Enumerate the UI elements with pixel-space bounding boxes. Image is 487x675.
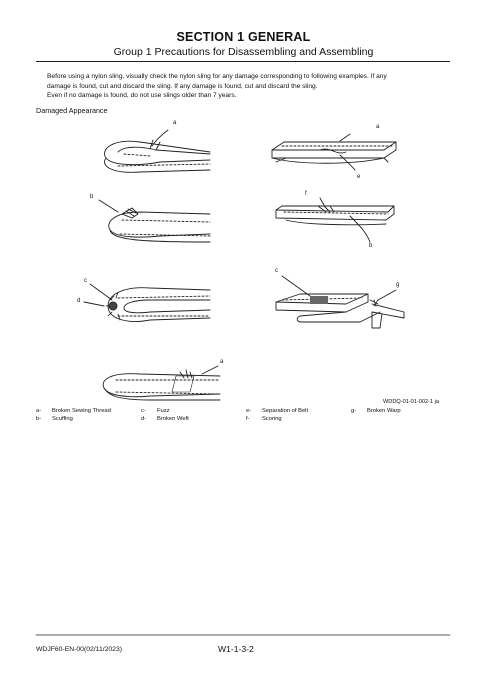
callout-c: c xyxy=(84,278,87,284)
legend-key: a- xyxy=(36,408,42,414)
intro-line: Even if no damage is found, do not use slings older than 7 years. xyxy=(47,92,237,100)
callout-f: f xyxy=(305,191,307,197)
legend-text: Scuffing xyxy=(52,416,73,422)
legend-key: b- xyxy=(36,416,42,422)
callout-b: b xyxy=(90,194,94,200)
footer-doc-code: WDJF60-EN-00(02/11/2023) xyxy=(36,646,123,653)
legend-key: e- xyxy=(246,408,252,414)
section-title: SECTION 1 GENERAL xyxy=(176,30,311,44)
illustration-separation-of-belt xyxy=(272,134,396,170)
legend-text: Scoring xyxy=(262,416,282,422)
callout-g: g xyxy=(396,282,400,288)
legend-text: Broken Warp xyxy=(367,408,401,414)
legend-key: f- xyxy=(246,416,250,422)
legend-key: g- xyxy=(351,408,357,414)
illustration-broken-sewing-thread-straight xyxy=(103,366,220,400)
damaged-appearance-label: Damaged Appearance xyxy=(36,106,108,115)
intro-line: Before using a nylon sling, visually check the nylon sling for any damage corresponding to following examples. If any xyxy=(47,73,387,80)
legend-text: Broken Sewing Thread xyxy=(52,408,111,414)
legend-key: d- xyxy=(141,416,147,422)
legend-text: Separation of Belt xyxy=(262,408,309,414)
callout-e: e xyxy=(357,174,361,180)
group-title: Group 1 Precautions for Disassembling and Assembling xyxy=(113,46,374,58)
footer-page-number: W1-1-3-2 xyxy=(218,644,254,654)
illustration-scuffing-loop xyxy=(99,200,210,242)
callout-a: a xyxy=(220,359,224,365)
callout-c: c xyxy=(275,268,278,274)
legend-key: c- xyxy=(141,408,146,414)
intro-line: damage is found, cut and discard the sling. If any damage is found, cut and discard the sling. xyxy=(47,82,318,90)
legend-text: Broken Weft xyxy=(157,416,189,422)
legend-text: Fuzz xyxy=(157,408,170,414)
figure-reference: WDDQ-01-01-002-1 ja xyxy=(383,399,439,405)
callout-d: d xyxy=(77,298,81,304)
callout-a: a xyxy=(376,124,380,130)
illustration-fuzz-broken-warp xyxy=(276,276,404,328)
callout-b: b xyxy=(369,243,373,249)
illustration-fuzz-broken-weft-loop xyxy=(84,284,210,321)
callout-a: a xyxy=(173,120,177,126)
illustration-broken-sewing-thread-loop xyxy=(104,130,210,172)
illustration-scoring xyxy=(276,198,394,242)
